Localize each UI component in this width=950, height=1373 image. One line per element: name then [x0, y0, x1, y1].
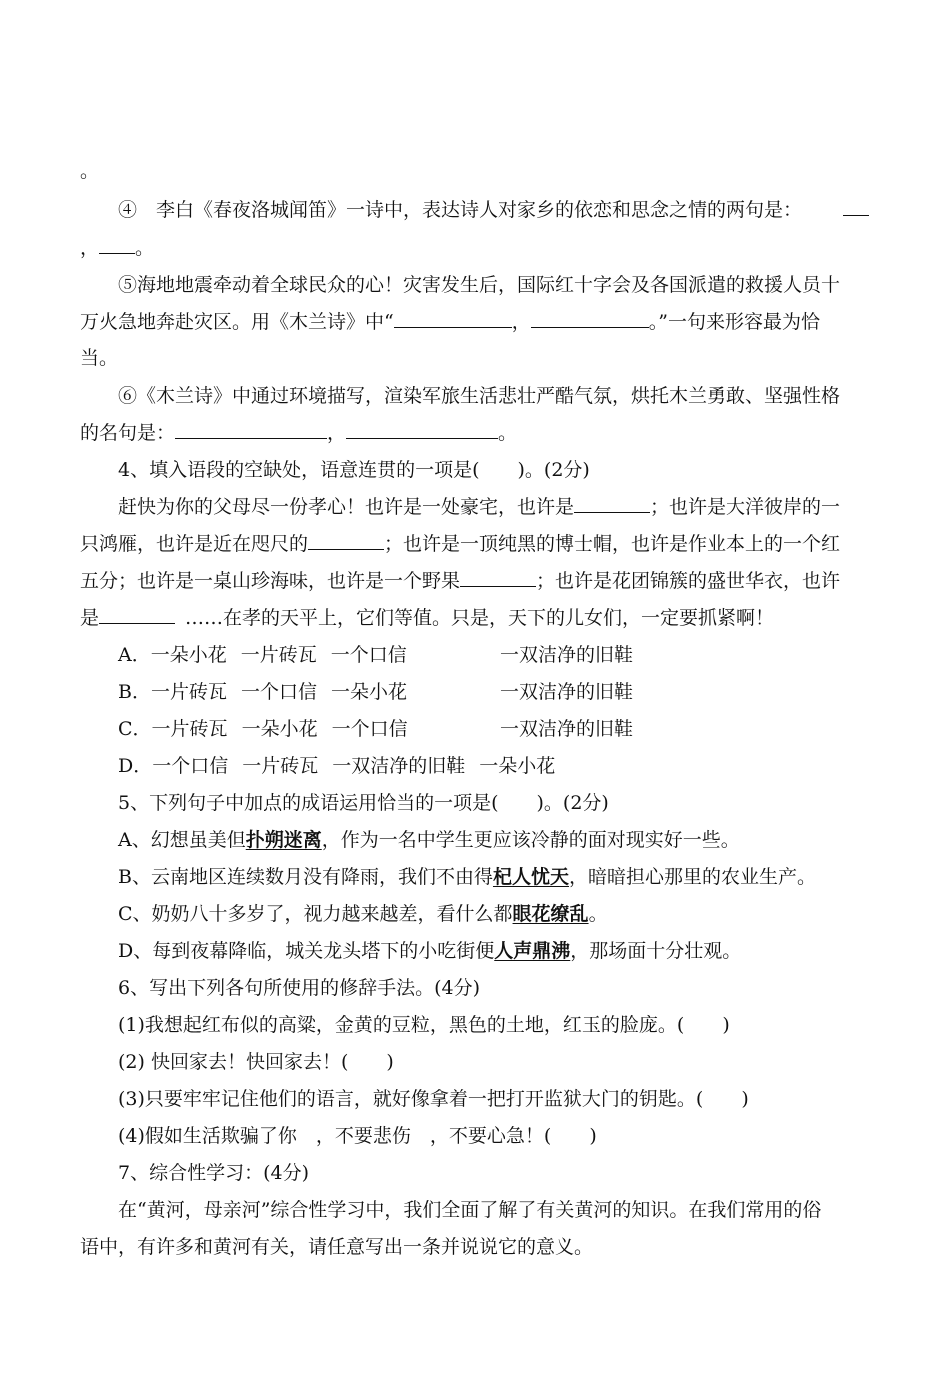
marked-idiom: 人声鼎沸: [494, 940, 571, 962]
question-7-passage-line-2: 语中，有许多和黄河有关，请任意写出一条并说说它的意义。: [80, 1236, 594, 1258]
question-7-stem: 7、综合性学习：(4分): [118, 1162, 310, 1184]
answer-blank[interactable]: [460, 568, 536, 587]
item-5-line-3: 当。: [80, 347, 119, 369]
question-5-option-d[interactable]: [118, 938, 741, 964]
answer-blank[interactable]: [394, 309, 512, 328]
option-word: 一片砖瓦: [151, 718, 228, 740]
item-6-line-2: [80, 420, 517, 446]
option-text: A、幻想虽美但: [118, 829, 246, 851]
option-text: 。: [588, 903, 608, 925]
question-4-passage-line-1: [118, 494, 840, 520]
option-word: 一双洁净的旧鞋: [500, 681, 634, 703]
item-5-text: 万火急地奔赴灾区。用《木兰诗》中“: [80, 311, 394, 333]
passage-text: ；也许是花团锦簇的盛世华衣，也许: [536, 570, 841, 592]
question-5-stem: 5、下列句子中加点的成语运用恰当的一项是( )。(2分): [118, 792, 609, 814]
option-text: ，暗暗担心那里的农业生产。: [568, 866, 816, 888]
option-c[interactable]: [118, 716, 818, 742]
option-word: 一个口信: [330, 644, 407, 666]
option-text: ，作为一名中学生更应该冷静的面对现实好一些。: [321, 829, 740, 851]
question-4-stem: 4、填入语段的空缺处，语意连贯的一项是( )。(2分): [118, 459, 590, 481]
passage-text: ；也许是一顶纯黑的博士帽，也许是作业本上的一个红: [384, 533, 841, 555]
comma: ，: [80, 237, 100, 259]
option-a[interactable]: [118, 642, 818, 668]
answer-blank[interactable]: [574, 494, 650, 513]
option-text: D、每到夜幕降临，城关龙头塔下的小吃街便: [118, 940, 495, 962]
marked-idiom: 眼花缭乱: [512, 903, 589, 925]
option-word: 一朵小花: [479, 755, 556, 777]
question-4-passage-line-3: [80, 568, 840, 594]
answer-blank[interactable]: [843, 197, 869, 223]
option-word: 一个口信: [331, 718, 408, 740]
option-label: A．: [118, 644, 151, 666]
period: 。: [498, 422, 518, 444]
question-7-passage-line-1: 在“黄河，母亲河”综合性学习中，我们全面了解了有关黄河的知识。在我们常用的俗: [118, 1199, 822, 1221]
marked-idiom: 杞人忧天: [492, 866, 569, 888]
item-5-line-2: [80, 309, 820, 335]
answer-blank[interactable]: [308, 531, 384, 550]
answer-blank[interactable]: [175, 420, 327, 439]
passage-text: ；也许是大洋彼岸的一: [650, 496, 841, 518]
question-6-sentence-3: (3)只要牢牢记住他们的语言，就好像拿着一把打开监狱大门的钥匙。( ): [118, 1088, 749, 1110]
option-word: 一双洁净的旧鞋: [332, 755, 466, 777]
question-6-stem: 6、写出下列各句所使用的修辞手法。(4分): [118, 977, 481, 999]
marked-idiom: 扑朔迷离: [245, 829, 322, 851]
passage-text: 赶快为你的父母尽一份孝心！也许是一处豪宅，也许是: [118, 496, 575, 518]
passage-text: 是: [80, 607, 100, 629]
option-text: ，那场面十分壮观。: [570, 940, 742, 962]
comma: ，: [511, 311, 531, 333]
question-6-sentence-4: (4)假如生活欺骗了你 ，不要悲伤 ，不要心急！( ): [118, 1125, 597, 1147]
question-5-option-c[interactable]: [118, 901, 608, 927]
item-4-text: ④ 李白《春夜洛城闻笛》一诗中，表达诗人对家乡的依恋和思念之情的两句是：: [118, 199, 803, 221]
option-text: C、奶奶八十多岁了，视力越来越差，看什么都: [118, 903, 513, 925]
item-6-text: 的名句是：: [80, 422, 176, 444]
question-6-sentence-1: (1)我想起红布似的高粱，金黄的豆粒，黑色的土地，红玉的脸庞。( ): [118, 1014, 730, 1036]
option-word: 一双洁净的旧鞋: [500, 644, 634, 666]
option-word: 一朵小花: [241, 718, 318, 740]
passage-text: ……在孝的天平上，它们等值。只是，天下的儿女们，一定要抓紧啊！: [185, 607, 775, 629]
answer-blank[interactable]: [99, 605, 175, 624]
question-4-passage-line-4: [80, 605, 774, 631]
option-text: B、云南地区连续数月没有降雨，我们不由得: [118, 866, 493, 888]
passage-text: 只鸿雁，也许是近在咫尺的: [80, 533, 309, 555]
option-word: 一朵小花: [150, 644, 227, 666]
stray-period: 。: [80, 160, 100, 182]
passage-text: 五分；也许是一桌山珍海味，也许是一个野果: [80, 570, 461, 592]
answer-blank[interactable]: [99, 235, 135, 254]
answer-blank[interactable]: [346, 420, 498, 439]
option-word: 一片砖瓦: [150, 681, 227, 703]
item-5-line-1: ⑤海地地震牵动着全球民众的心！灾害发生后，国际红十字会及各国派遣的救援人员十: [118, 274, 841, 296]
option-word: 一个口信: [240, 681, 317, 703]
option-label: B．: [118, 681, 151, 703]
option-word: 一双洁净的旧鞋: [500, 718, 634, 740]
question-6-sentence-2: (2) 快回家去！快回家去！( ): [118, 1051, 394, 1073]
period: 。: [135, 237, 155, 259]
option-b[interactable]: [118, 679, 818, 705]
option-word: 一朵小花: [331, 681, 408, 703]
item-4-line-1: [118, 197, 802, 223]
option-word: 一片砖瓦: [242, 755, 319, 777]
question-4-passage-line-2: [80, 531, 840, 557]
option-label: D．: [118, 755, 153, 777]
option-d[interactable]: [118, 753, 555, 779]
item-6-line-1: ⑥《木兰诗》中通过环境描写，渲染军旅生活悲壮严酷气氛，烘托木兰勇敢、坚强性格: [118, 385, 841, 407]
question-5-option-b[interactable]: [118, 864, 816, 890]
item-4-line-2: [80, 235, 154, 261]
answer-blank[interactable]: [531, 309, 649, 328]
question-5-option-a[interactable]: [118, 827, 740, 853]
option-word: 一个口信: [152, 755, 229, 777]
comma: ，: [327, 422, 347, 444]
option-label: C．: [118, 718, 152, 740]
option-word: 一片砖瓦: [240, 644, 317, 666]
item-5-text-end: 。”一句来形容最为恰: [648, 311, 820, 333]
